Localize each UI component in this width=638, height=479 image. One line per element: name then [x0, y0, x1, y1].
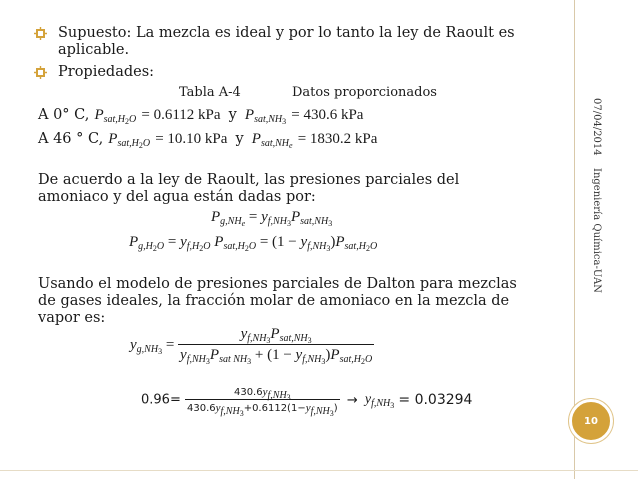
final-result-symbol: $y_{f,NH_3}$ [364, 392, 395, 410]
page-number: 10 [584, 415, 598, 427]
data-line-1-value-1: = 0.6112 kPa [141, 107, 221, 123]
table-caption: Datos proporcionados [292, 85, 437, 100]
final-result-value: = 0.03294 [398, 392, 473, 408]
paragraph-2-line-3: vapor es: [38, 310, 106, 326]
arrow-icon: → [346, 392, 358, 408]
page-number-badge [569, 399, 613, 443]
dalton-equation: $y_{g,NH_3}$ = $\frac{y_{f,NH_3}P_{sat,NH_3}}{y_{f,NH_3}P_{sat NH_3} + (1 - y_{f,NH_3})P_{sat,H_2O}}$ [130, 326, 373, 366]
data-line-2-value-2: = 1830.2 kPa [297, 131, 378, 147]
p-sat-h2o-symbol: $P_{sat,H_2O}$ [94, 107, 137, 126]
bullet-1-line-1: Supuesto: La mezcla es ideal y por lo tanto la ley de Raoult es [58, 25, 515, 41]
data-line-1-value-2: = 430.6 kPa [291, 107, 364, 123]
p-sat-nhe-symbol: $P_{sat,NH_e}$ [251, 131, 293, 150]
final-fraction: $\frac{430.6y_{f,NH_3}}{430.6y_{f,NH_3}+0.6112(1-y_{f,NH_3})}$ [186, 386, 338, 418]
data-line-2-value-1: = 10.10 kPa [155, 131, 228, 147]
sidebar-date: 07/04/2014 [591, 98, 602, 156]
final-den-plus: +0.6112(1− [243, 403, 306, 414]
bullet-2-text: Propiedades: [58, 64, 155, 80]
final-den-coef: 430.6 [186, 403, 216, 414]
final-equation-lhs: 0.96= [141, 392, 181, 408]
data-line-1-prefix: A 0° C, [38, 107, 90, 123]
data-line-1 [38, 104, 363, 124]
paragraph-2-line-1: Usando el modelo de presiones parciales de Dalton para mezclas [38, 276, 517, 292]
raoult-equation-h2o: $P_{g,H_2O} = y_{f,H_2O}$ $P_{sat,H_2O} = (1 - y_{f,NH_3})P_{sat,H_2O}$ [129, 234, 378, 253]
final-num-coef: 430.6 [233, 387, 263, 398]
paragraph-2-line-2: de gases ideales, la fracción molar de amoniaco en la mezcla de [38, 293, 510, 309]
raoult-equation-nh3: $P_{g,NH_e} = y_{f,NH_3}P_{sat,NH_3}$ [211, 209, 333, 228]
bottom-divider [0, 470, 638, 471]
table-label: Tabla A-4 [179, 85, 241, 100]
sidebar-org: Ingeniería Química-UAN [591, 168, 602, 293]
data-line-2 [38, 128, 377, 148]
paragraph-1-line-1: De acuerdo a la ley de Raoult, las presiones parciales del [38, 172, 460, 188]
data-line-2-prefix: A 46 ° C, [38, 131, 104, 147]
paragraph-1-line-2: amoniaco y del agua están dadas por: [38, 189, 316, 205]
bullet-icon [34, 66, 47, 79]
bullet-1-line-2: aplicable. [58, 42, 130, 58]
p-sat-nh3-symbol: $P_{sat,NH_3}$ [244, 107, 287, 126]
p-sat-h2o-symbol: $P_{sat,H_2O}$ [108, 131, 151, 150]
data-line-2-and: y [235, 131, 244, 147]
bullet-icon [34, 27, 47, 40]
final-equation [141, 386, 473, 418]
data-line-1-and: y [228, 107, 237, 123]
dalton-fraction: $\frac{y_{f,NH_3}P_{sat,NH_3}}{y_{f,NH_3}P_{sat NH_3} + (1 - y_{f,NH_3})P_{sat,H_2O}}$ [180, 326, 373, 366]
